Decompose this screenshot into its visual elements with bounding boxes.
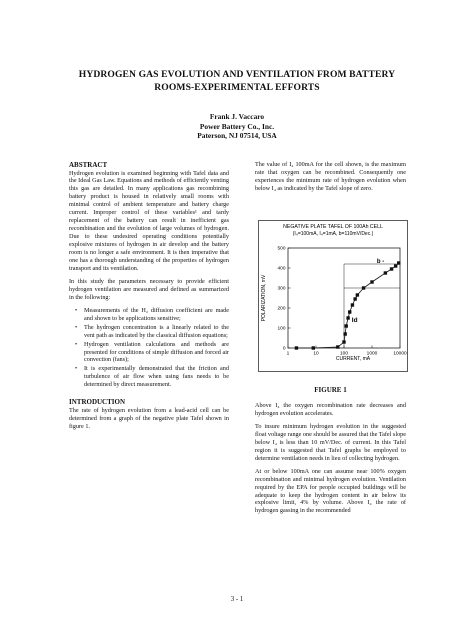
data-point xyxy=(295,346,298,349)
x-tick-label: 10 xyxy=(313,351,319,357)
data-point xyxy=(343,332,346,335)
data-point xyxy=(351,303,354,306)
introduction-paragraph: The rate of hydrogen evolution from a lead-acid cell can be determined from a graph of the negative plate Tafel shown in figure 1. xyxy=(69,406,229,430)
data-point xyxy=(384,271,387,274)
chart-frame xyxy=(259,221,408,372)
y-tick-label: 200 xyxy=(277,306,286,312)
title-line-1: HYDROGEN GAS EVOLUTION AND VENTILATION FROM BATTERY xyxy=(78,69,396,80)
y-tick-label: 500 xyxy=(277,246,286,252)
figure-caption: FIGURE 1 xyxy=(314,386,347,394)
author-organization: Power Battery Co., Inc. xyxy=(199,121,275,131)
bullet-item: • It is experimentally demonstrated that the friction and turbulence of air flow when using fans needs to be determined by direct measurement. xyxy=(69,365,229,389)
data-point xyxy=(346,316,349,319)
y-axis-label: POLARIZATION, mV xyxy=(261,274,267,322)
abstract-heading: ABSTRACT xyxy=(69,161,108,169)
x-tick-label: 1 xyxy=(286,351,290,357)
right-paragraph-1: The value of I₄ 100mA for the cell shown, is the maximum rate that oxygen can be recombined. Consequently one experiences the minimum rate of hydrogen evolution when below I₄ as indicated by the Tafel slope of zero. xyxy=(255,161,406,192)
data-point xyxy=(353,297,356,300)
author-name: Frank J. Vaccaro xyxy=(209,112,265,121)
data-point xyxy=(390,267,393,270)
tafel-chart xyxy=(258,220,408,372)
y-tick-label: 400 xyxy=(277,266,286,272)
data-point xyxy=(342,340,345,343)
x-tick-label: 1000 xyxy=(366,351,378,357)
data-point xyxy=(348,310,351,313)
data-point xyxy=(362,286,365,289)
data-point xyxy=(312,346,315,349)
y-tick-label: 300 xyxy=(277,286,286,292)
right-paragraph-4: At or below 100mA one can assume near 100% oxygen recombination and minimal hydrogen evolution. Ventilation required by the EPA for people occupied buildings will be adequate to keep the hydrogen content in air below its explosive limit, 4% by volume. Above I₄ the rate of hydrogen gassing in the recommended xyxy=(255,467,406,515)
title-line-2: ROOMS-EXPERIMENTAL EFFORTS xyxy=(154,82,320,93)
chart-title: NEGATIVE PLATE TAFEL OF 100Ah CELL xyxy=(283,224,383,230)
right-paragraph-3: To insure minimum hydrogen evolution in the suggested float voltage range one should be assured that the Tafel slope below I₄ is less than 10 mV/Dec. of current. In this Tafel region it is suggested that Tafel graphs be employed to determine ventilation needs in lieu of collecting hydrogen. xyxy=(255,422,406,462)
paper-title xyxy=(40,68,434,94)
x-tick-label: 10000 xyxy=(393,351,407,357)
data-point xyxy=(370,280,373,283)
data-point xyxy=(397,261,400,264)
x-axis-label: CURRENT, mA xyxy=(335,356,371,362)
right-column-bottom xyxy=(255,402,406,520)
introduction-heading: INTRODUCTION xyxy=(69,398,126,407)
y-tick-label: 100 xyxy=(277,326,286,332)
author-block xyxy=(40,112,434,141)
data-point xyxy=(345,324,348,327)
x-tick-label: 100 xyxy=(339,351,349,357)
chart-subtitle: (I₄=100mA, I₄=1mA, b=110mV/Dec.) xyxy=(292,231,374,237)
right-paragraph-2: Above I₄ the oxygen recombination rate decreases and hydrogen evolution accelerates. xyxy=(255,402,406,417)
abstract-bullet-list xyxy=(69,307,229,390)
data-point xyxy=(394,264,397,267)
data-point xyxy=(336,345,339,348)
left-column xyxy=(69,161,229,436)
page-number: 3 - 1 xyxy=(230,596,244,603)
data-point xyxy=(356,293,359,296)
bullet-item: • The hydrogen concentration is a linearly related to the vent path as indicated by the classical diffusion equations; xyxy=(69,324,229,340)
annotation-id: Id xyxy=(351,317,358,324)
abstract-paragraph-2: In this study the parameters necessary to provide efficient hydrogen ventilation are measured and defined as summarized in the following: xyxy=(69,277,229,301)
author-location: Paterson, NJ 07514, USA xyxy=(197,131,277,141)
abstract-paragraph-1: Hydrogen evolution is examined beginning with Tafel data and the Ideal Gas Law. Equations and methods of efficiently venting this gas are detailed. In many applications gas recombining battery product is housed in relatively small rooms with minimal control of ambient temperature and battery charge current. Improper control of these variables¹ and tardy replacement of the battery can result in inefficient gas recombination and the evolution of large volumes of hydrogen. Due to these undesired operating conditions potentially explosive mixtures of hydrogen in air develop and the battery room is no longer a safe environment. It is then imperative that one has a thorough understanding of the properties of hydrogen transport and its ventilation. xyxy=(69,169,229,272)
y-tick-label: 0 xyxy=(282,346,286,352)
bullet-item: • Hydrogen ventilation calculations and methods are presented for conditions of simple diffusion and forced air convection (fans); xyxy=(69,341,229,365)
annotation-b: b - xyxy=(376,259,385,265)
right-column-top xyxy=(255,161,406,198)
bullet-item: • Measurements of the H₂ diffusion coefficient are made and shown to be applications sensitive; xyxy=(69,307,229,323)
